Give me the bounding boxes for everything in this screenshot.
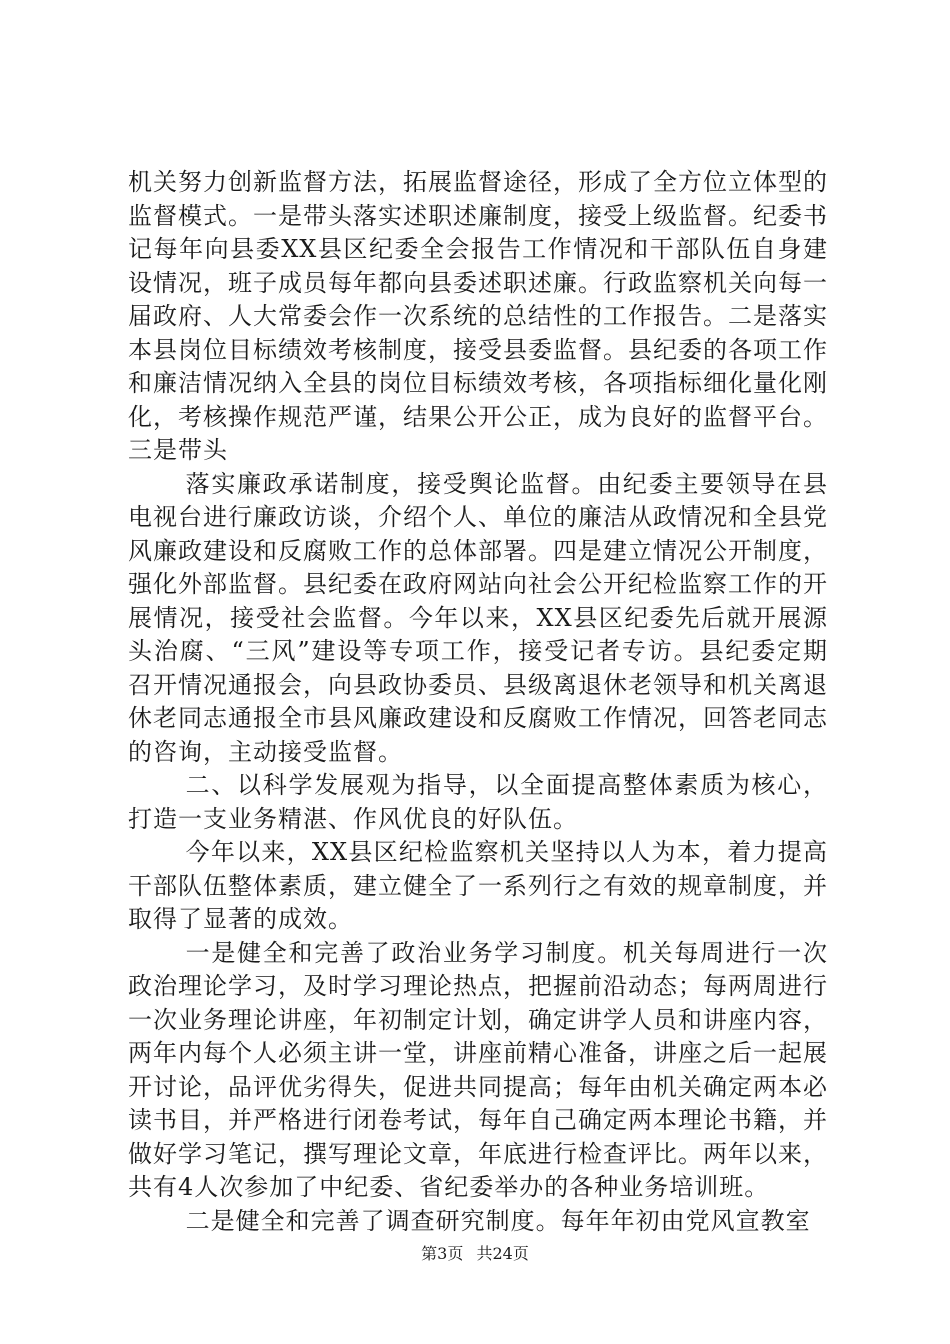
paragraph-3: 二、以科学发展观为指导，以全面提高整体素质为核心，打造一支业务精湛、作风优良的好队伍。 (128, 771, 828, 833)
paragraph-1: 机关努力创新监督方法，拓展监督途径，形成了全方位立体型的监督模式。一是带头落实述职述廉制度，接受上级监督。纪委书记每年向县委XX县区纪委全会报告工作情况和干部队伍自身建设情况，班子成员每年都向县委述职述廉。行政监察机关向每一届政府、人大常委会作一次系统的总结性的工作报告。二是落实本县岗位目标绩效考核制度，接受县委监督。县纪委的各项工作和廉洁情况纳入全县的岗位目标绩效考核，各项指标细化量化刚化，考核操作规范严谨，结果公开公正，成为良好的监督平台。三是带头 (128, 168, 828, 464)
paragraph-5: 一是健全和完善了政治业务学习制度。机关每周进行一次政治理论学习，及时学习理论热点，把握前沿动态；每两周进行一次业务理论讲座，年初制定计划，确定讲学人员和讲座内容，两年内每个人必须主讲一堂，讲座前精心准备，讲座之后一起展开讨论，品评优劣得失，促进共同提高；每年由机关确定两本必读书目，并严格进行闭卷考试，每年自己确定两本理论书籍，并做好学习笔记，撰写理论文章，年底进行检查评比。两年以来，共有4人次参加了中纪委、省纪委举办的各种业务培训班。 (128, 938, 828, 1201)
document-body (128, 166, 828, 1238)
page-total: 共24页 (476, 1244, 529, 1263)
paragraph-2: 落实廉政承诺制度，接受舆论监督。由纪委主要领导在县电视台进行廉政访谈，介绍个人、单位的廉洁从政情况和全县党风廉政建设和反腐败工作的总体部署。四是建立情况公开制度，强化外部监督。县纪委在政府网站向社会公开纪检监察工作的开展情况，接受社会监督。今年以来，XX县区纪委先后就开展源头治腐、“三风”建设等专项工作，接受记者专访。县纪委定期召开情况通报会，向县政协委员、县级离退休老领导和机关离退休老同志通报全市县风廉政建设和反腐败工作情况，回答老同志的咨询，主动接受监督。 (128, 469, 828, 766)
paragraph-6: 二是健全和完善了调查研究制度。每年年初由党风宣教室 (185, 1206, 811, 1235)
paragraph-4: 今年以来，XX县区纪检监察机关坚持以人为本，着力提高干部队伍整体素质，建立健全了一系列行之有效的规章制度，并取得了显著的成效。 (128, 838, 828, 933)
page-footer (0, 1241, 950, 1264)
page-number: 第3页 (421, 1244, 464, 1263)
